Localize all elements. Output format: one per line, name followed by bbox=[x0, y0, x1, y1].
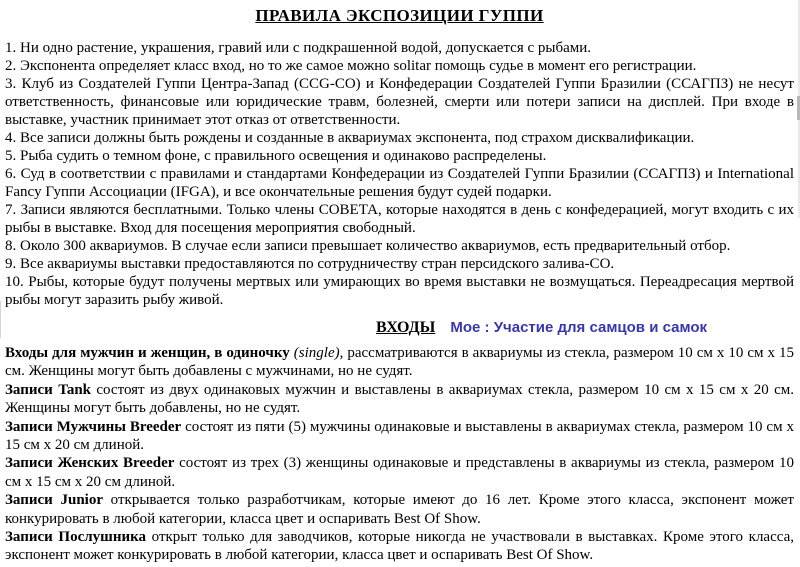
entry-lead: Входы для мужчин и женщин, в одиночку bbox=[5, 345, 290, 361]
rule-item: 1. Ни одно растение, украшения, гравий или с подкрашенной водой, допускается с рыбами. bbox=[5, 40, 592, 56]
entry-lead: Записи Послушника bbox=[5, 529, 147, 546]
entry-lead: Записи Женских Breeder bbox=[5, 455, 175, 472]
entry-item: Записи Женских Breeder состоят из трех (3) женщины одинаковые и представлены в аквариумы из стекла, размером 10 см х 15 см х 20 см длиной. bbox=[5, 455, 794, 490]
entry-item: Записи Junior открывается только разработчикам, которые имеют до 16 лет. Кроме этого класса, экспонент может конкурировать в любой категории, класса цвет и оспаривать Best Of Show. bbox=[5, 492, 794, 527]
rule-item: 3. Клуб из Создателей Гуппи Центра-Запад (CCG-CO) и Конфедерации Создателей Гуппи Бразилии (ССАГПЗ) не несут ответственность, финансовые или юридические травм, болезней, смерти или потери записи на дисплей. При входе в выставке, участник принимает этот отказ от ответственности. bbox=[5, 76, 794, 128]
rule-item: 8. Около 300 аквариумов. В случае если записи превышает количество аквариумов, есть предварительный отбор. bbox=[5, 238, 731, 254]
entry-lead: Записи Tank bbox=[5, 381, 92, 398]
rule-item: 10. Рыбы, которые будут получены мертвых или умирающих во время выставки не возмущаться. Переадресация мертвой рыбы могут заразить рыбу живой. bbox=[5, 274, 794, 308]
entry-item: Записи Мужчины Breeder состоят из пяти (5) мужчины одинаковые и выставлены в аквариумах стекла, размером 10 см х 15 см х 20 см длиной. bbox=[5, 418, 794, 454]
rule-item: 7. Записи являются бесплатными. Только члены СОВЕТА, которые находятся в день с конфедерацией, могут входить с их рыбы в выставке. Вход для посещения мероприятия свободный. bbox=[5, 202, 794, 236]
rule-item: 6. Суд в соответствии с правилами и стандартами Конфедерации из Создателей Гуппи Бразилии (ССАГПЗ) и International Fancy Гуппи Ассоциации (IFGA), и все окончательные решения будут судей подарки. bbox=[5, 166, 794, 200]
rules-list bbox=[5, 39, 794, 309]
screenshot-edge-line-left bbox=[0, 301, 1, 338]
entry-lead: Записи Junior bbox=[5, 492, 103, 509]
rule-item: 9. Все аквариумы выставки предоставляются по сотрудничеству стран персидского залива-СО. bbox=[5, 256, 615, 272]
entries-header bbox=[147, 319, 800, 337]
entry-item: Записи Послушника открыт только для заводчиков, которые никогда не участвовали в выставках. Кроме этого класса, экспонент может конкурировать в любой категории, класса цвет и оспаривать Best Of Show. bbox=[5, 529, 794, 564]
rule-item: 5. Рыба судить о темном фоне, с правильного освещения и одинаково распределены. bbox=[5, 148, 547, 164]
entry-parenthetical: (single) bbox=[289, 345, 340, 361]
rule-item: 4. Все записи должны быть рождены и созданные в аквариумах экспонента, под страхом дисквалификации. bbox=[5, 130, 695, 146]
entries-note: Мое : Участие для самцов и самок bbox=[450, 319, 708, 336]
rule-item: 2. Экспонента определяет класс вход, но то же самое можно solitar помощь судье в момент его регистрации. bbox=[5, 58, 697, 74]
entry-lead: Записи Мужчины Breeder bbox=[5, 418, 182, 435]
page-title: ПРАВИЛА ЭКСПОЗИЦИИ ГУППИ bbox=[255, 6, 544, 25]
entry-item: Входы для мужчин и женщин, в одиночку (single), рассматриваются в аквариумы из стекла, размером 10 см х 10 см х 15 см. Женщины могут быть добавлены с мужчинами, но не судят. bbox=[5, 345, 794, 380]
entries-list bbox=[5, 344, 794, 565]
entry-item: Записи Tank состоят из двух одинаковых мужчин и выставлены в аквариумах стекла, размером 10 см х 15 см х 20 см. Женщины могут быть добавлены, но не судят. bbox=[5, 381, 795, 417]
entries-section-title: ВХОДЫ bbox=[375, 319, 436, 336]
